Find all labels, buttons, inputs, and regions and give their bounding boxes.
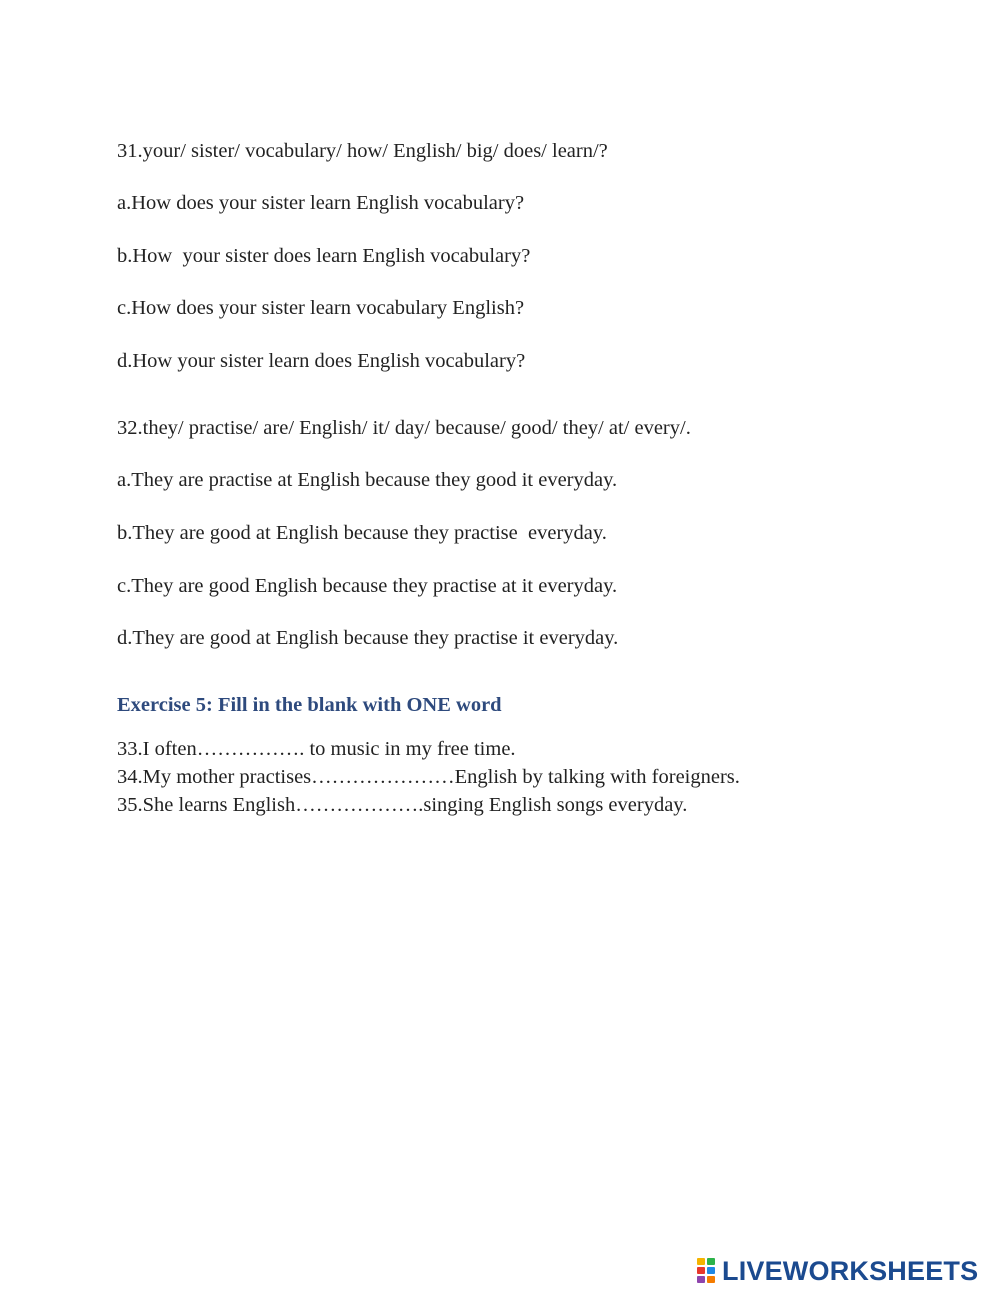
fill-blank-item-33: 33.I often……………. to music in my free time. (117, 738, 516, 760)
question-32-option-d[interactable]: d.They are good at English because they practise it everyday. (117, 627, 619, 649)
question-32-prompt: 32.they/ practise/ are/ English/ it/ day/ because/ good/ they/ at/ every/. (117, 417, 691, 439)
logo-text: LIVEWORKSHEETS (722, 1256, 979, 1286)
question-31-option-b[interactable]: b.How your sister does learn English vocabulary? (117, 245, 531, 267)
question-31-option-a[interactable]: a.How does your sister learn English vocabulary? (117, 192, 525, 214)
question-31-prompt: 31.your/ sister/ vocabulary/ how/ English/ big/ does/ learn/? (117, 140, 608, 162)
fill-blank-item-34: 34.My mother practises…………………English by talking with foreigners. (117, 766, 740, 788)
exercise-5-heading: Exercise 5: Fill in the blank with ONE word (117, 694, 502, 716)
question-31-option-c[interactable]: c.How does your sister learn vocabulary English? (117, 297, 525, 319)
logo-blocks-icon (697, 1258, 719, 1284)
question-32-option-a[interactable]: a.They are practise at English because they good it everyday. (117, 469, 618, 491)
fill-blank-item-35: 35.She learns English……………….singing English songs everyday. (117, 794, 688, 816)
question-32-option-c[interactable]: c.They are good English because they practise at it everyday. (117, 575, 618, 597)
question-32-option-b[interactable]: b.They are good at English because they practise everyday. (117, 522, 607, 544)
question-31-option-d[interactable]: d.How your sister learn does English vocabulary? (117, 350, 526, 372)
liveworksheets-logo (697, 1256, 978, 1286)
